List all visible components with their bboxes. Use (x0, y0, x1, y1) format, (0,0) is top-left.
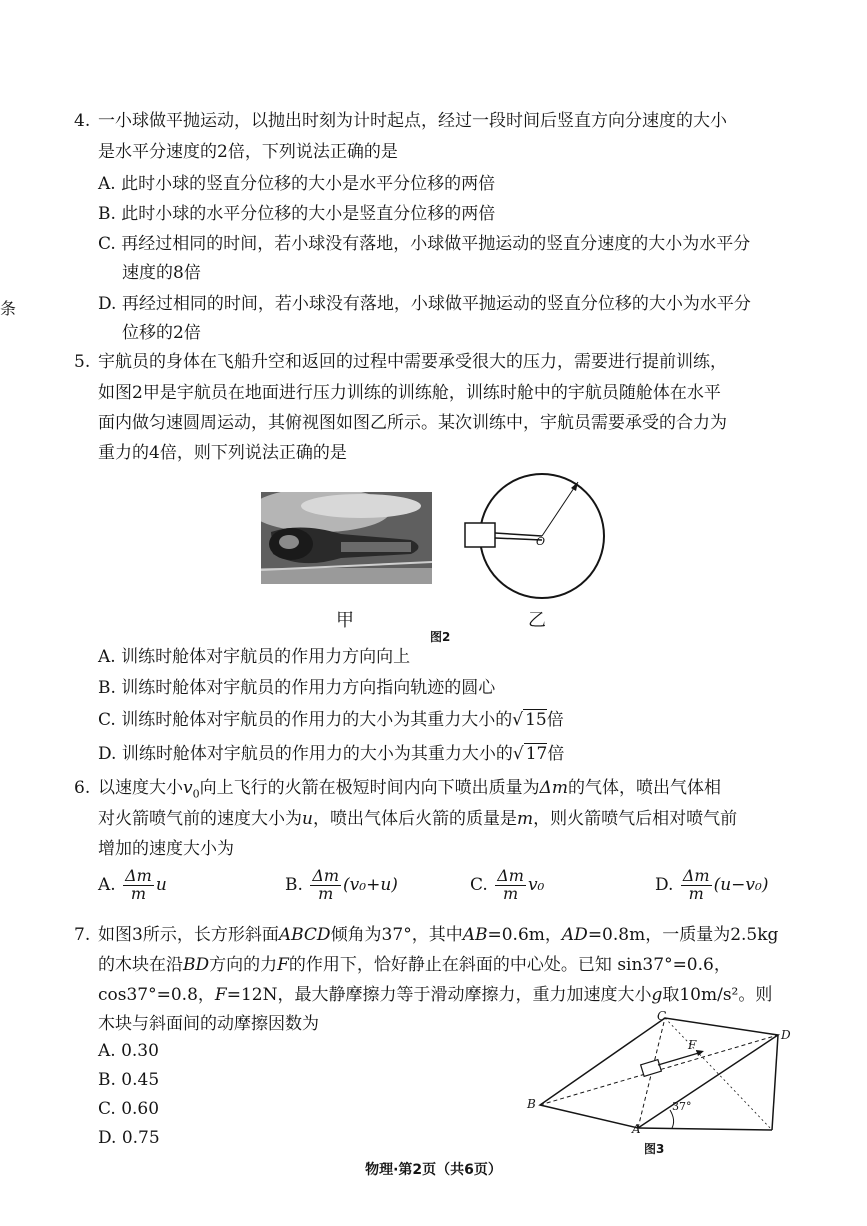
q7-stem-line3 (98, 986, 772, 1006)
q6-u: u (302, 809, 313, 829)
q7-option-a: A. 0.30 (98, 1041, 159, 1061)
q5-option-c-text: C. 训练时舱体对宇航员的作用力的大小为其重力大小的 (98, 710, 513, 730)
fraction-numerator: Δm (125, 866, 152, 885)
q4-number: 4. (74, 111, 91, 131)
q7-option-b: B. 0.45 (98, 1070, 160, 1090)
q6-option-c-tail: v₀ (527, 874, 545, 895)
fraction-numerator: Δm (312, 866, 340, 885)
q6-text: ，则火箭喷气后相对喷气前 (533, 809, 738, 829)
q4-option-d-line2: 位移的2倍 (122, 323, 201, 343)
q6-number: 6. (74, 778, 91, 798)
q6-option-d-tail: (u−v₀) (713, 874, 769, 895)
q7-text: =0.8m，一质量为2.5kg (587, 925, 779, 945)
q5-option-d-suffix: 倍 (547, 744, 565, 764)
q4-option-c-line1: C. 再经过相同的时间，若小球没有落地，小球做平抛运动的竖直分速度的大小为水平分 (98, 234, 751, 254)
figure3-label-f: F (688, 1038, 697, 1052)
q6-option-c (470, 868, 544, 903)
q4-stem-line1: 一小球做平抛运动，以抛出时刻为计时起点，经过一段时间后竖直方向分速度的大小 (98, 111, 727, 131)
figure2-right-label: 乙 (528, 610, 546, 631)
q6-option-c-fraction (495, 868, 526, 903)
q6-text: 以速度大小 (98, 778, 183, 798)
q6-option-d-label: D. (655, 874, 674, 895)
fraction-numerator: Δm (497, 866, 524, 885)
q6-dm: Δm (539, 778, 569, 798)
q7-text: 如图3所示，长方形斜面 (98, 925, 279, 945)
q7-text: 的作用下，恰好静止在斜面的中心处。已知 sin37°=0.6， (288, 955, 731, 975)
q7-ab: AB (462, 925, 488, 945)
q4-option-a: A. 此时小球的竖直分位移的大小是水平分位移的两倍 (98, 174, 496, 194)
q5-stem-line4: 重力的4倍，则下列说法正确的是 (98, 443, 347, 463)
q4-option-b: B. 此时小球的水平分位移的大小是竖直分位移的两倍 (98, 204, 496, 224)
q5-option-a: A. 训练时舱体对宇航员的作用力方向向上 (98, 647, 411, 667)
q5-option-d-text: D. 训练时舱体对宇航员的作用力的大小为其重力大小的 (98, 744, 513, 764)
q5-option-d-radicand: 17 (525, 744, 548, 764)
q7-ad: AD (561, 925, 588, 945)
q7-f: F (214, 985, 227, 1005)
q7-text: 取10m/s²。则 (662, 985, 773, 1005)
figure3-label-b: B (527, 1097, 536, 1111)
q7-stem-line4: 木块与斜面间的动摩擦因数为 (98, 1014, 319, 1034)
figure3-label-a: A (632, 1122, 641, 1136)
figure3-label-c: C (657, 1009, 667, 1023)
q6-text: ，喷出气体后火箭的质量是 (312, 809, 517, 829)
q7-number: 7. (74, 925, 91, 945)
q5-number: 5. (74, 352, 91, 372)
q6-option-d-fraction (681, 868, 712, 903)
q4-option-c-line2: 速度的8倍 (122, 263, 201, 283)
q6-v0-sub: 0 (192, 787, 200, 801)
figure3-angle-label: 37° (672, 1100, 692, 1113)
q7-stem-line2 (98, 956, 731, 976)
q7-bd: BD (183, 955, 210, 975)
q6-option-a-label: A. (98, 874, 116, 895)
q7-g: g (651, 985, 663, 1005)
figure2-caption: 图2 (430, 630, 451, 644)
q7-text: 倾角为37°，其中 (330, 925, 463, 945)
q6-option-a-tail: u (155, 874, 167, 895)
q5-option-c-suffix: 倍 (546, 710, 564, 730)
q5-option-d: D. 训练时舱体对宇航员的作用力的大小为其重力大小的√ 17倍 (98, 744, 565, 764)
q5-option-c-radicand: 15 (525, 710, 547, 730)
q7-option-c: C. 0.60 (98, 1099, 160, 1119)
q6-text: 的气体，喷出气体相 (568, 778, 722, 798)
q6-stem-line1 (98, 779, 721, 801)
q4-stem-line2: 是水平分速度的2倍，下列说法正确的是 (98, 142, 398, 162)
q6-option-b-fraction (310, 868, 341, 903)
figure3-caption: 图3 (644, 1142, 665, 1156)
q6-v0: v (183, 778, 193, 798)
q4-option-d-line1: D. 再经过相同的时间，若小球没有落地，小球做平抛运动的竖直分位移的大小为水平分 (98, 294, 751, 314)
q6-option-b-label: B. (285, 874, 303, 895)
q6-text: 向上飞行的火箭在极短时间内向下喷出质量为 (199, 778, 540, 798)
q7-text: =0.6m， (487, 925, 562, 945)
q7-option-d: D. 0.75 (98, 1128, 160, 1148)
q7-text: =12N，最大静摩擦力等于滑动摩擦力，重力加速度大小 (226, 985, 652, 1005)
q6-stem-line3: 增加的速度大小为 (98, 839, 234, 859)
q6-text: 对火箭喷气前的速度大小为 (98, 809, 302, 829)
q6-option-c-label: C. (470, 874, 488, 895)
q5-stem-line1: 宇航员的身体在飞船升空和返回的过程中需要承受很大的压力，需要进行提前训练， (98, 352, 727, 372)
fraction-denominator: m (318, 883, 334, 903)
q6-option-a (98, 868, 167, 903)
figure2-left-label: 甲 (336, 610, 354, 631)
fraction-numerator: Δm (682, 866, 710, 885)
q5-option-c: C. 训练时舱体对宇航员的作用力的大小为其重力大小的√ 15倍 (98, 710, 564, 730)
fraction-denominator: m (688, 883, 704, 903)
q5-stem-line3: 面内做匀速圆周运动，其俯视图如图乙所示。某次训练中，宇航员需要承受的合力为 (98, 413, 727, 433)
fraction-denominator: m (503, 883, 519, 903)
q7-f: F (277, 955, 289, 975)
fraction-denominator: m (130, 883, 147, 903)
q7-text: 方向的力 (209, 955, 278, 975)
q7-text: cos37°=0.8， (98, 985, 215, 1005)
q6-option-b (285, 868, 398, 903)
figure3-incline (520, 1010, 800, 1140)
q7-stem-line1 (98, 926, 778, 946)
figure2-photo (261, 492, 432, 584)
q5-stem-line2: 如图2甲是宇航员在地面进行压力训练的训练舱，训练时舱中的宇航员随舱体在水平 (98, 383, 721, 403)
q6-option-d (655, 868, 768, 903)
figure2-center-label: O (536, 535, 546, 548)
q6-option-a-fraction (123, 868, 154, 903)
margin-mark: 条 (0, 299, 17, 318)
q7-abcd: ABCD (278, 925, 331, 945)
q5-option-b: B. 训练时舱体对宇航员的作用力方向指向轨迹的圆心 (98, 678, 496, 698)
q6-option-b-tail: (v₀+u) (343, 874, 398, 895)
page-footer: 物理·第2页（共6页） (365, 1162, 502, 1178)
figure3-label-d: D (781, 1028, 791, 1042)
q7-text: 的木块在沿 (98, 955, 183, 975)
q6-m: m (516, 809, 534, 829)
q6-stem-line2 (98, 810, 737, 830)
